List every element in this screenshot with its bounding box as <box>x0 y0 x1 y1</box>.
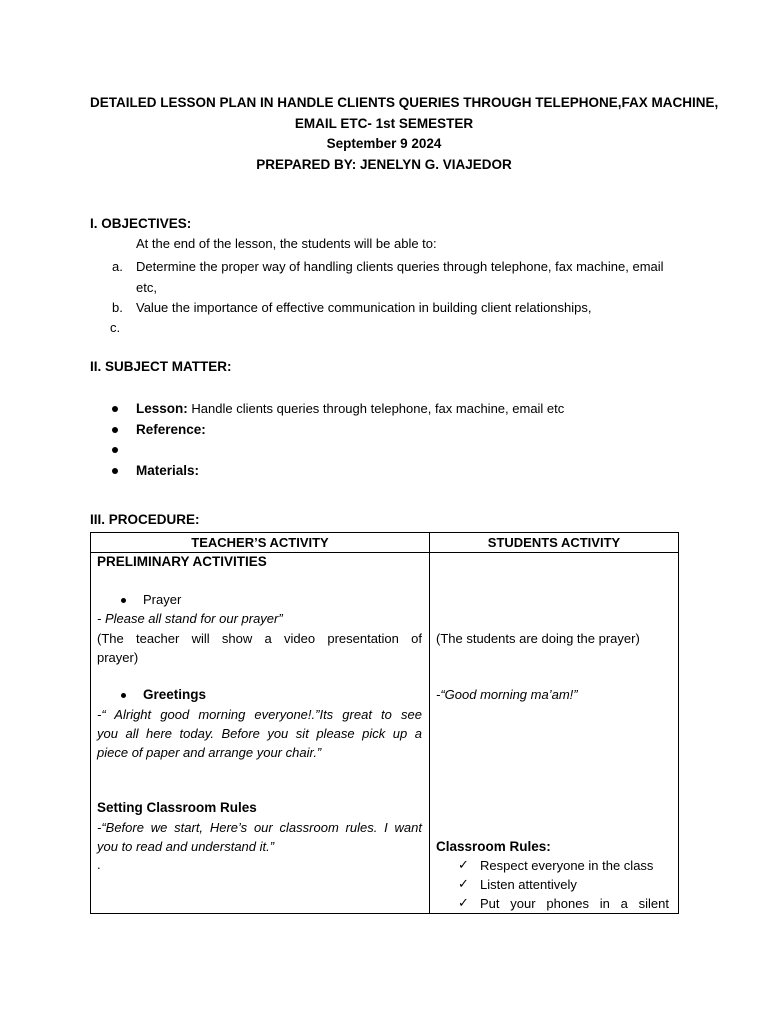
classroom-rule-item: Listen attentively <box>480 877 577 892</box>
students-activity-cell <box>430 553 679 914</box>
rules-line1: -“Before we start, Here’s our classroom rules. I want <box>97 820 422 835</box>
materials-label: Materials: <box>136 462 200 478</box>
objectives-intro: At the end of the lesson, the students will be able to: <box>136 236 437 251</box>
lesson-value: Handle clients queries through telephone, fax machine, email etc <box>191 401 565 416</box>
objective-text: Determine the proper way of handling clients queries through telephone, fax machine, email etc, <box>136 259 664 295</box>
list-item <box>110 399 564 420</box>
bullet-icon <box>112 427 118 433</box>
checkmark-icon: ✓ <box>458 857 469 872</box>
header-title-line1: DETAILED LESSON PLAN IN HANDLE CLIENTS QUERIES THROUGH TELEPHONE,FAX MACHINE, <box>90 95 719 110</box>
greeting-line2: you all here today. Before you sit please pick up a <box>97 726 422 741</box>
greeting-line3: piece of paper and arrange your chair.” <box>97 745 322 760</box>
classroom-rules-title: Classroom Rules: <box>436 839 551 854</box>
table-header-row <box>91 533 679 553</box>
lesson-label: Lesson: <box>136 401 188 416</box>
preliminary-activities-heading: PRELIMINARY ACTIVITIES <box>97 554 267 569</box>
procedure-table <box>90 532 679 914</box>
prayer-note-line1: (The teacher will show a video presentation of <box>97 631 422 646</box>
objective-marker: b. <box>112 300 123 315</box>
objective-item <box>100 257 680 298</box>
header-prepared-by: PREPARED BY: JENELYN G. VIAJEDOR <box>256 156 512 172</box>
rules-line2: you to read and understand it.” <box>97 839 275 854</box>
objective-item <box>100 318 680 339</box>
prayer-label: Prayer <box>143 592 182 607</box>
subject-matter-title: II. SUBJECT MATTER: <box>90 359 232 374</box>
document-header <box>90 93 719 175</box>
bullet-icon <box>121 598 126 603</box>
reference-label: Reference: <box>136 421 206 437</box>
column-header-students: STUDENTS ACTIVITY <box>430 533 679 553</box>
column-header-teacher: TEACHER’S ACTIVITY <box>91 533 430 553</box>
procedure-title: III. PROCEDURE: <box>90 512 200 527</box>
bullet-icon <box>112 468 118 474</box>
header-title-line2: EMAIL ETC- 1st SEMESTER <box>294 115 474 131</box>
header-date: September 9 2024 <box>326 136 442 151</box>
objective-marker: a. <box>112 259 123 274</box>
list-item <box>110 461 564 482</box>
prayer-note-line2: prayer) <box>97 650 139 665</box>
objective-item <box>100 298 680 319</box>
rules-line3: . <box>97 857 101 872</box>
bullet-icon <box>112 447 118 453</box>
objective-text: Value the importance of effective communication in building client relationships, <box>136 300 592 315</box>
prayer-quote: - Please all stand for our prayer” <box>97 611 283 626</box>
students-prayer: (The students are doing the prayer) <box>436 631 640 646</box>
list-item <box>110 420 564 441</box>
table-row <box>91 553 679 914</box>
list-item <box>110 440 564 461</box>
objective-marker: c. <box>110 319 121 335</box>
bullet-icon <box>121 693 126 698</box>
checkmark-icon: ✓ <box>458 876 469 891</box>
checkmark-icon: ✓ <box>458 895 469 910</box>
subject-matter-list <box>110 399 564 481</box>
classroom-rule-item: Put your phones in a silent <box>480 896 669 911</box>
classroom-rules-heading: Setting Classroom Rules <box>97 800 257 815</box>
greeting-line1: -“ Alright good morning everyone!.”Its great to see <box>97 707 422 722</box>
students-greeting: -“Good morning ma’am!” <box>436 687 578 702</box>
bullet-icon <box>112 406 118 412</box>
objectives-title: I. OBJECTIVES: <box>90 216 192 231</box>
objectives-list <box>100 257 680 338</box>
teacher-activity-cell <box>91 553 430 914</box>
classroom-rule-item: Respect everyone in the class <box>480 858 654 873</box>
greetings-label: Greetings <box>143 687 207 702</box>
